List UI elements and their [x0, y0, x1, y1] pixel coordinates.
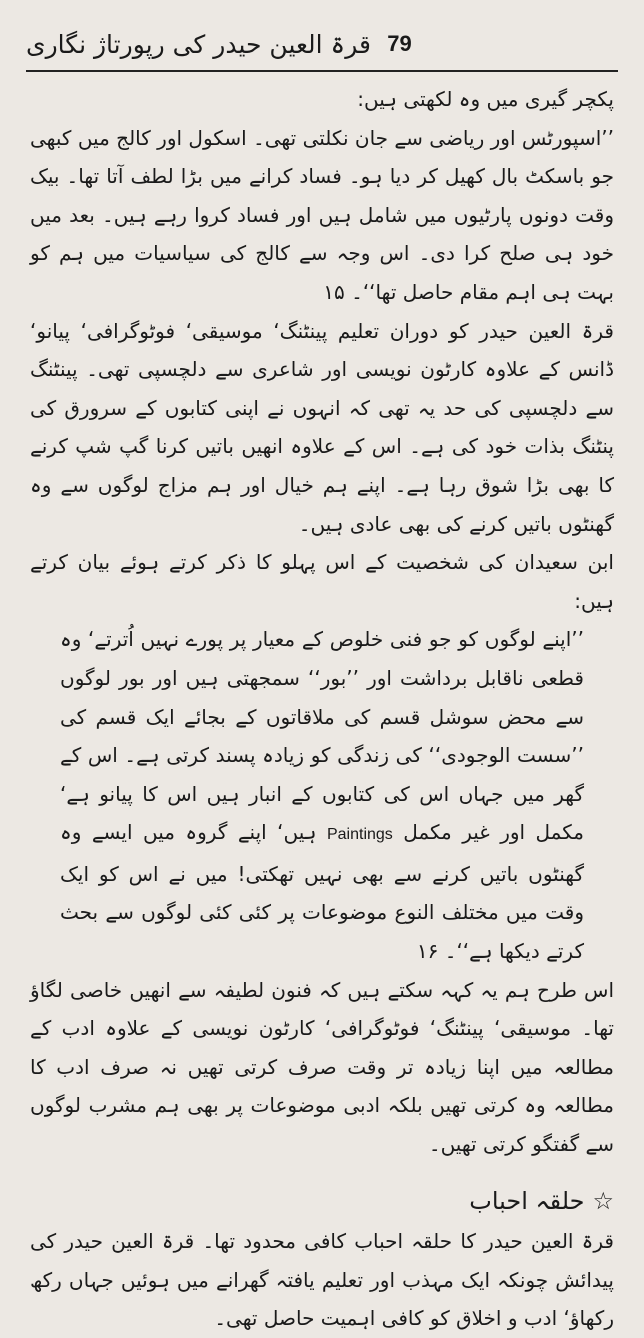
quote-paragraph-2: [30, 620, 614, 970]
quote-text-a: ’’اپنے لوگوں کو جو فنی خلوص کے معیار پر پورے نہیں اُترتے‘ وہ قطعی ناقابل برداشت اور ’’بور‘‘ سمجھتی ہیں اور بور لوگوں سے محض سوشل قسم کی ملاقاتوں کے بجائے ایک قسم کی ’’سست الوجودی‘‘ کی زندگی کو زیادہ پسند کرتی ہے۔ اس کے گھر میں جہاں اس کی کتابوں کے انبار ہیں اس کا پیانو ہے‘ مکمل اور غیر مکمل: [60, 627, 584, 845]
quote-latin-word: Paintings: [326, 826, 393, 844]
page-body: [30, 80, 614, 1331]
running-title: قرۃ العین حیدر کی رپورتاژ نگاری: [26, 29, 371, 59]
page-header: [26, 18, 618, 72]
page-number: 79: [387, 31, 412, 56]
body-paragraph-1: قرۃ العین حیدر کو دوران تعلیم پینٹنگ‘ موسیقی‘ فوٹوگرافی‘ پیانو‘ ڈانس کے علاوہ کارٹون نویسی اور شاعری سے دلچسپی تھی۔ پینٹنگ سے دلچسپی کی حد یہ تھی کہ انہوں نے اپنی کتابوں کے سرورق کی پنٹنگ بذات خود کی ہے۔ اس کے علاوہ انھیں باتیں کرنا گپ شپ کرنے کا بھی بڑا شوق رہا ہے۔ اپنے ہم خیال اور ہم مزاج لوگوں سے وہ گھنٹوں باتیں کرنے کی بھی عادی ہیں۔: [30, 318, 614, 536]
intro-line: پکچر گیری میں وہ لکھتی ہیں:: [357, 87, 614, 111]
body-paragraph-2: ابن سعیدان کی شخصیت کے اس پہلو کا ذکر کرتے ہوئے بیان کرتے ہیں:: [30, 550, 614, 613]
quote-text-b: ہیں‘ اپنے گروہ میں ایسے وہ گھنٹوں باتیں کرنے سے بھی نہیں تھکتی! میں نے اس کو ایک وقت میں مختلف النوع موضوعات پر کئی کئی لوگوں سے بحث کرتے دیکھا ہے‘‘۔ ۱۶: [60, 820, 584, 964]
quote-paragraph-1: ’’اسپورٹس اور ریاضی سے جان نکلتی تھی۔ اسکول اور کالج میں کبھی جو باسکٹ بال کھیل کر دیا ہو۔ فساد کرانے میں بڑا لطف آتا تھا۔ بیک وقت دونوں پارٹیوں میں شامل ہیں اور فساد کروا رہے ہیں۔ بعد میں خود ہی صلح کرا دی۔ اس وجہ سے کالج کی سیاسیات میں ہم کو بہت ہی اہم مقام حاصل تھا‘‘۔ ۱۵: [30, 125, 614, 304]
section-heading-text: حلقہ احباب: [469, 1186, 585, 1215]
body-paragraph-4: قرۃ العین حیدر کا حلقہ احباب کافی محدود تھا۔ قرۃ العین حیدر کی پیدائش چونکہ ایک مہذب اور تعلیم یافتہ گھرانے میں ہوئیں جہاں رکھ رکھاؤ‘ ادب و اخلاق کو کافی اہمیت حاصل تھی۔: [30, 1229, 614, 1331]
star-outline-icon: ☆: [592, 1186, 614, 1215]
body-paragraph-3: اس طرح ہم یہ کہہ سکتے ہیں کہ فنون لطیفہ سے انھیں خاصی لگاؤ تھا۔ موسیقی‘ پینٹنگ‘ فوٹوگرافی‘ کارٹون نویسی کے علاوہ ادب کے مطالعہ میں اپنا زیادہ تر وقت صرف کرتی تھیں نہ صرف ادب کا مطالعہ وہ کرتی تھیں بلکہ ادبی موضوعات پر بھی ہم مشرب لوگوں سے گفتگو کرتی تھیں۔: [30, 977, 614, 1157]
section-heading: [30, 1182, 614, 1221]
